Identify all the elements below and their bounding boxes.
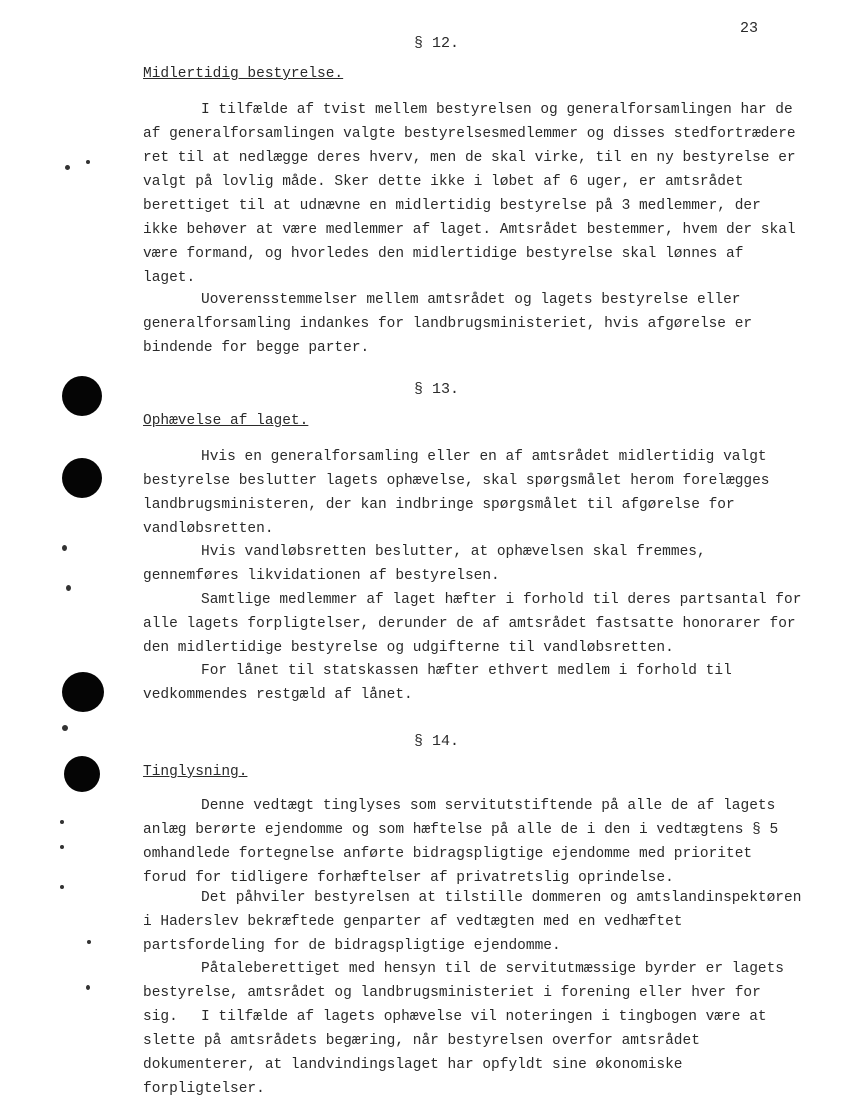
- section-number: § 12.: [414, 35, 460, 52]
- punch-hole: [64, 756, 100, 792]
- punch-hole: [62, 672, 104, 712]
- paragraph: Det påhviler bestyrelsen at tilstille dommeren og amtslandinspektøren i Haderslev bekræftede genparter af vedtægten med en vedhæftet partsfordeling for de bidragspligtige ejendomme.: [143, 890, 802, 954]
- page-number: 23: [740, 20, 759, 37]
- margin-speck: [66, 585, 71, 591]
- paragraph: For lånet til statskassen hæfter ethvert medlem i forhold til vedkommendes restgæld af lånet.: [143, 663, 732, 703]
- section-heading: Tinglysning.: [143, 764, 248, 780]
- section-number: § 14.: [414, 733, 460, 750]
- punch-hole: [62, 376, 102, 416]
- paragraph: I tilfælde af lagets ophævelse vil noteringen i tingbogen være at slette på amtsrådets begæring, når bestyrelsen overfor amtsrådet dokumenterer, at landvindingslaget har opfyldt sine økonomiske forpligtelser.: [143, 1009, 767, 1097]
- margin-speck: [60, 820, 64, 824]
- margin-speck: [87, 940, 91, 944]
- paragraph: Uoverensstemmelser mellem amtsrådet og lagets bestyrelse eller generalforsamling indankes for landbrugsministeriet, hvis afgørelse er bindende for begge parter.: [143, 292, 753, 356]
- paragraph: Denne vedtægt tinglyses som servitutstiftende på alle de af lagets anlæg berørte ejendomme og som hæftelse på alle de i den i vedtægtens § 5 omhandlede fortegnelse anførte bidragspligtige ejendomme med prioritet forud for tidligere forhæftelser af privatretslig oprindelse.: [143, 798, 779, 886]
- section-heading: Ophævelse af laget.: [143, 413, 309, 429]
- margin-speck: [62, 545, 67, 551]
- section-heading: Midlertidig bestyrelse.: [143, 66, 344, 82]
- punch-hole: [62, 458, 102, 498]
- margin-speck: [60, 845, 64, 849]
- section-number: § 13.: [414, 381, 460, 398]
- margin-speck: [62, 725, 68, 731]
- margin-speck: [60, 885, 64, 889]
- paragraph: Hvis en generalforsamling eller en af amtsrådet midlertidig valgt bestyrelse beslutter lagets ophævelse, skal spørgsmålet herom forelægges landbrugsministeren, der kan indbringe spørgsmålet til afgørelse for vandløbsretten.: [143, 449, 770, 537]
- paragraph: I tilfælde af tvist mellem bestyrelsen og generalforsamlingen har de af generalforsamlingen valgte bestyrelsesmedlemmer og disses stedfortrædere ret til at nedlægge deres hverv, men de skal virke, til en ny bestyrelse er valgt på lovlig måde. Sker dette ikke i løbet af 6 uger, er amtsrådet berettiget til at udnævne en midlertidig bestyrelse på 3 medlemmer, der ikke behøver at være medlemmer af laget. Amtsrådet bestemmer, hvem der skal være formand, og hvorledes den midlertidige bestyrelse skal lønnes af laget.: [143, 102, 796, 286]
- paragraph: Samtlige medlemmer af laget hæfter i forhold til deres partsantal for alle lagets forpligtelser, derunder de af amtsrådet fastsatte honorarer for den midlertidige bestyrelse og udgifterne til vandløbsretten.: [143, 592, 802, 656]
- margin-speck: [86, 160, 90, 164]
- paragraph: Hvis vandløbsretten beslutter, at ophævelsen skal fremmes, gennemføres likvidationen af bestyrelsen.: [143, 544, 706, 584]
- margin-speck: [86, 985, 90, 990]
- paragraph: Påtaleberettiget med hensyn til de servitutmæssige byrder er lagets bestyrelse, amtsrådet og landbrugsministeriet i forening eller hver for sig.: [143, 961, 784, 1025]
- margin-speck: [65, 165, 70, 170]
